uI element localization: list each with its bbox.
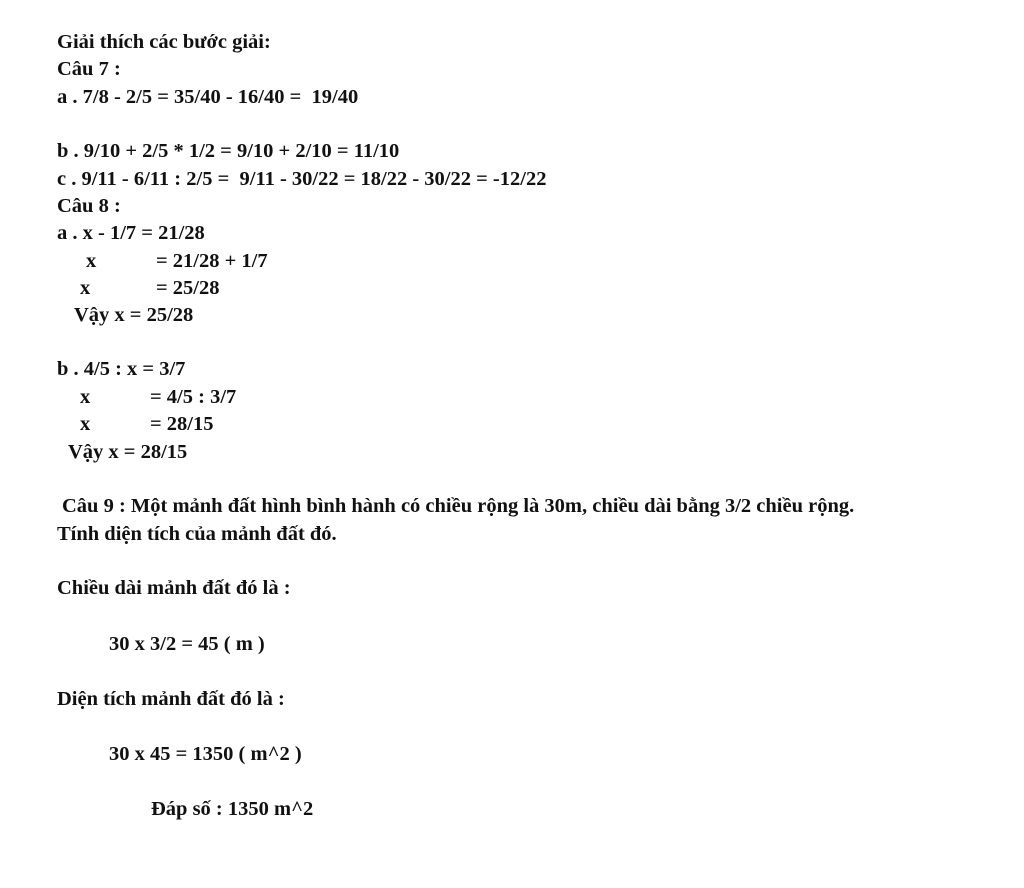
- cau8-part-b-step1-var: x: [80, 386, 91, 408]
- cau8-part-b-step2-var: x: [80, 413, 91, 435]
- heading: Giải thích các bước giải:: [57, 31, 271, 53]
- cau7-part-c: c . 9/11 - 6/11 : 2/5 = 9/11 - 30/22 = 18/22 - 30/22 = -12/22: [57, 168, 547, 190]
- cau9-area-heading: Diện tích mảnh đất đó là :: [57, 688, 285, 710]
- cau7-title: Câu 7 :: [57, 58, 121, 80]
- cau7-part-a: a . 7/8 - 2/5 = 35/40 - 16/40 = 19/40: [57, 86, 359, 108]
- cau8-part-b-equation: b . 4/5 : x = 3/7: [57, 358, 186, 380]
- cau9-problem-line2: Tính diện tích của mảnh đất đó.: [57, 523, 337, 545]
- cau8-title: Câu 8 :: [57, 195, 121, 217]
- cau8-part-a-step2-var: x: [80, 277, 91, 299]
- cau8-part-a-conclusion: Vậy x = 25/28: [74, 304, 194, 326]
- cau8-part-a-step1-expr: = 21/28 + 1/7: [156, 250, 268, 272]
- cau8-part-b-step1-expr: = 4/5 : 3/7: [150, 386, 237, 408]
- cau8-part-b-conclusion: Vậy x = 28/15: [68, 441, 188, 463]
- cau8-part-a-step2-expr: = 25/28: [156, 277, 220, 299]
- cau9-length-heading: Chiều dài mảnh đất đó là :: [57, 577, 291, 599]
- cau9-final-answer: Đáp số : 1350 m^2: [151, 798, 314, 820]
- cau9-area-calculation: 30 x 45 = 1350 ( m^2 ): [109, 743, 302, 765]
- cau9-problem-line1: Câu 9 : Một mảnh đất hình bình hành có chiều rộng là 30m, chiều dài bằng 3/2 chiều rộng.: [62, 495, 855, 517]
- cau9-length-calculation: 30 x 3/2 = 45 ( m ): [109, 633, 265, 655]
- cau7-part-b: b . 9/10 + 2/5 * 1/2 = 9/10 + 2/10 = 11/10: [57, 140, 400, 162]
- cau8-part-b-step2-expr: = 28/15: [150, 413, 214, 435]
- cau8-part-a-step1-var: x: [86, 250, 97, 272]
- cau8-part-a-equation: a . x - 1/7 = 21/28: [57, 222, 205, 244]
